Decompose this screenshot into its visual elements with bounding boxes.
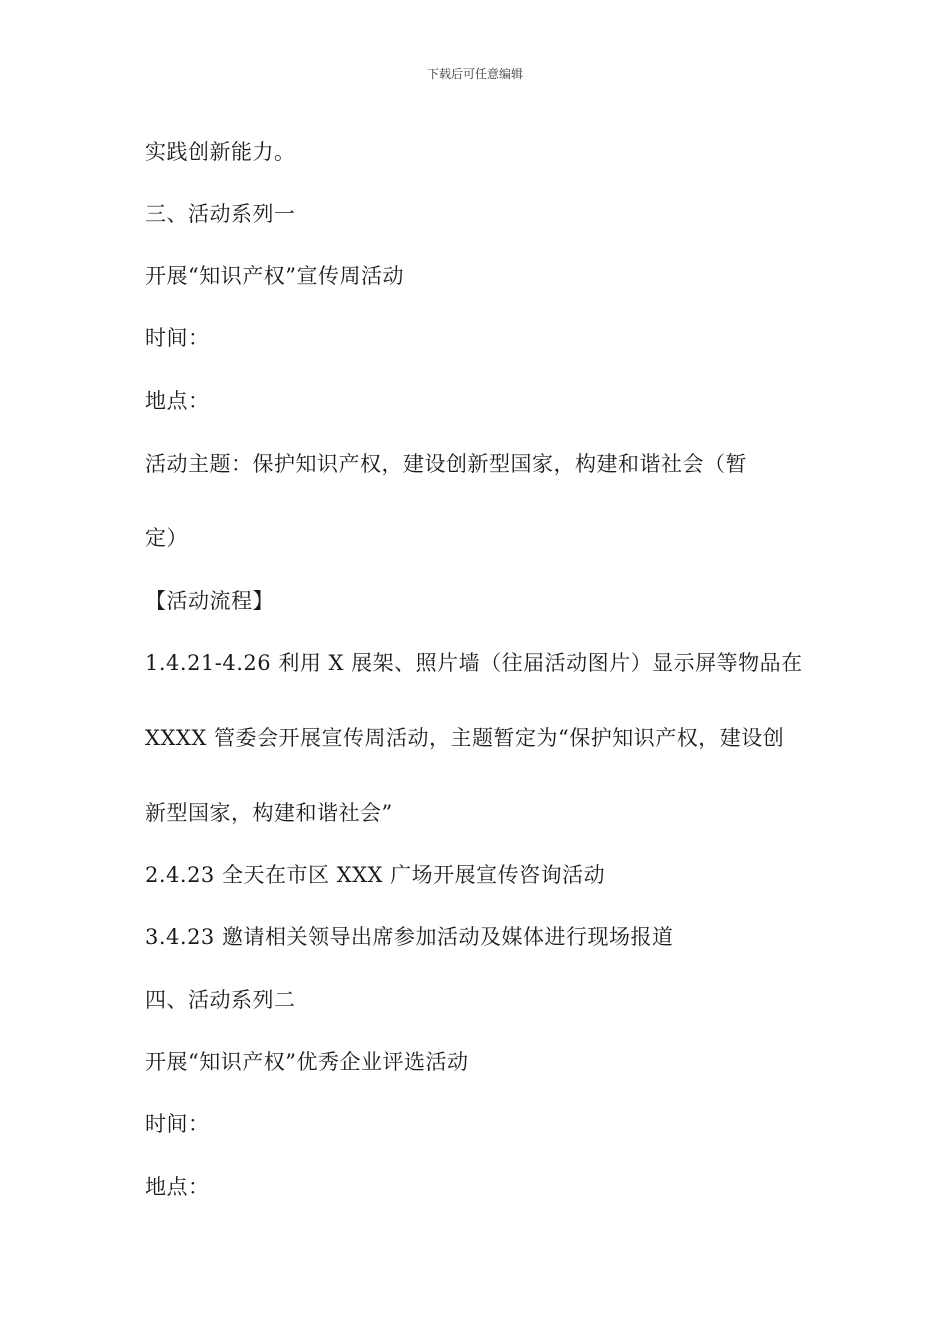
process-item-1-end: 新型国家，构建和谐社会” — [145, 801, 393, 825]
activity-theme: 活动主题：保护知识产权，建设创新型国家，构建和谐社会（暂 — [145, 452, 747, 476]
location-label-1: 地点： — [145, 389, 210, 413]
location-label-2: 地点： — [145, 1175, 210, 1199]
text-line-continuation: 实践创新能力。 — [145, 140, 296, 164]
time-label-1: 时间： — [145, 326, 210, 350]
process-item-2: 2.4.23 全天在市区 XXX 广场开展宣传咨询活动 — [145, 863, 606, 887]
activity-title-1: 开展“知识产权”宣传周活动 — [145, 264, 404, 288]
activity-theme-continued: 定） — [145, 526, 188, 550]
process-item-1: 1.4.21-4.26 利用 X 展架、照片墙（往届活动图片）显示屏等物品在 — [145, 651, 803, 675]
time-label-2: 时间： — [145, 1112, 210, 1136]
page-header: 下载后可任意编辑 — [426, 67, 523, 81]
section-heading-3: 三、活动系列一 — [145, 202, 296, 226]
activity-title-2: 开展“知识产权”优秀企业评选活动 — [145, 1050, 469, 1074]
process-heading: 【活动流程】 — [145, 589, 274, 613]
section-heading-4: 四、活动系列二 — [145, 988, 296, 1012]
process-item-1-continued: XXXX 管委会开展宣传周活动，主题暂定为“保护知识产权，建设创 — [145, 726, 785, 750]
process-item-3: 3.4.23 邀请相关领导出席参加活动及媒体进行现场报道 — [145, 925, 674, 949]
